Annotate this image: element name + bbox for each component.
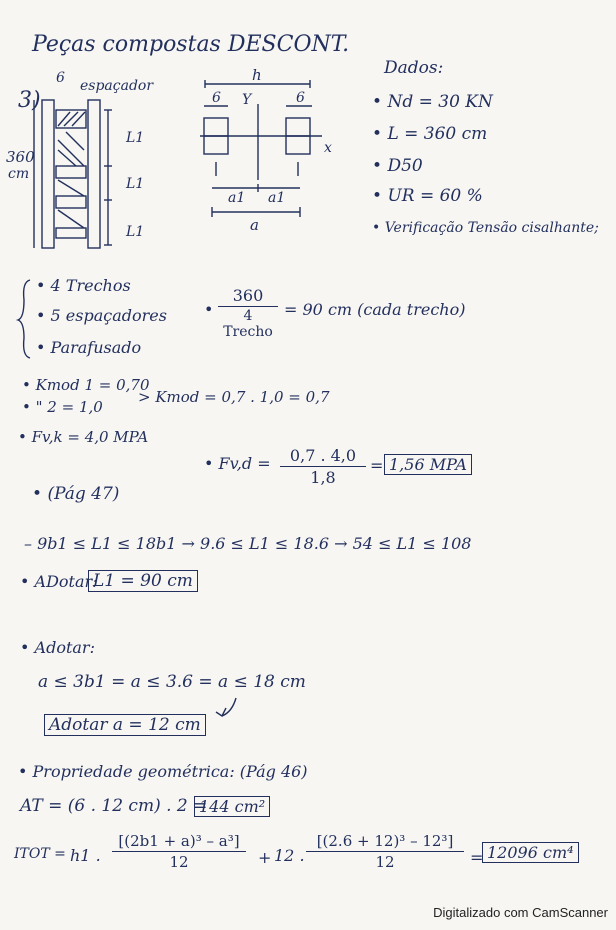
segment-label-3: L1	[126, 224, 145, 240]
adotar-a-result: Adotar a = 12 cm	[44, 714, 206, 736]
adotar-l1-label: • ADotar:	[20, 572, 98, 591]
dados-item-verificacao: • Verificação Tensão cisalhante;	[372, 220, 599, 236]
itot-term1-fraction	[112, 832, 246, 871]
height-value: 360	[6, 148, 35, 166]
itot-term1-prefix: h1 .	[70, 846, 101, 865]
trecho-denominator: 4 Trecho	[223, 308, 273, 340]
a1-right-label: a1	[268, 190, 286, 206]
h-label: h	[252, 66, 262, 84]
trecho-result: = 90 cm (cada trecho)	[284, 300, 466, 319]
at-result: 144 cm²	[194, 796, 270, 817]
column-left-bar	[42, 100, 54, 248]
kmod-line-2: • " 2 = 1,0	[22, 398, 103, 416]
fvd-numerator: 0,7 . 4,0	[280, 446, 366, 467]
itot-term1-denominator: 12	[169, 853, 189, 871]
a-label: a	[250, 216, 259, 234]
dados-item-d50: • D50	[372, 156, 423, 176]
fvd-denominator: 1,8	[310, 468, 336, 487]
prop-geom: • Propriedade geométrica: (Pág 46)	[18, 762, 308, 781]
fvd-result: 1,56 MPA	[384, 454, 472, 475]
list-item-parafusado: • Parafusado	[36, 338, 142, 357]
spacer-2	[56, 166, 86, 178]
trecho-bullet: •	[204, 300, 214, 319]
column-right-bar	[88, 100, 100, 248]
itot-label: ITOT =	[14, 846, 66, 862]
list-item-espacadores: • 5 espaçadores	[36, 306, 167, 325]
itot-plus: +	[258, 848, 272, 867]
spacer-4	[56, 228, 86, 238]
height-unit: cm	[8, 166, 30, 182]
y-axis-label: Y	[242, 92, 252, 108]
segment-label-1: L1	[126, 130, 145, 146]
fvd-equals: =	[370, 456, 384, 475]
itot-term2-numerator: [(2.6 + 12)³ – 12³]	[306, 832, 464, 852]
page-title: Peças compostas DESCONT.	[32, 32, 350, 57]
kmod-line-1: • Kmod 1 = 0,70	[22, 376, 150, 394]
b-left-label: 6	[212, 90, 221, 106]
adotar-a-heading: • Adotar:	[20, 638, 95, 657]
fvk-line: • Fv,k = 4,0 MPA	[18, 428, 149, 446]
dados-item-l: • L = 360 cm	[372, 124, 488, 144]
x-axis-label: x	[324, 140, 332, 156]
trecho-numerator: 360	[218, 286, 278, 307]
list-item-trechos: • 4 Trechos	[36, 276, 131, 295]
fvd-label: • Fv,d =	[204, 454, 271, 473]
adotar-l1-value: L1 = 90 cm	[88, 570, 198, 592]
dados-item-ur: • UR = 60 %	[372, 186, 483, 206]
dados-heading: Dados:	[384, 58, 444, 78]
itot-result: 12096 cm⁴	[482, 842, 579, 863]
itot-term2-prefix: 12 .	[274, 846, 305, 865]
spacer-hatching	[58, 112, 85, 228]
dim-b1-top: 6	[56, 70, 65, 86]
b-right-label: 6	[296, 90, 305, 106]
itot-term2-fraction	[306, 832, 464, 871]
itot-equals: =	[470, 848, 484, 867]
kmod-result: > Kmod = 0,7 . 1,0 = 0,7	[138, 388, 330, 406]
adotar-a-line: a ≤ 3b1 = a ≤ 3.6 = a ≤ 18 cm	[38, 672, 306, 692]
scanner-footer: Digitalizado com CamScanner	[433, 905, 608, 920]
list-brace	[18, 280, 30, 358]
a1-left-label: a1	[228, 190, 246, 206]
problem-number: 3)	[18, 88, 41, 113]
fvd-fraction	[280, 446, 366, 487]
itot-term1-numerator: [(2b1 + a)³ – a³]	[112, 832, 246, 852]
espacador-label: espaçador	[80, 78, 154, 94]
pag-47: • (Pág 47)	[32, 484, 120, 504]
segment-label-2: L1	[126, 176, 145, 192]
itot-term2-denominator: 12	[375, 853, 395, 871]
spacer-3	[56, 196, 86, 208]
at-expr: AT = (6 . 12 cm) . 2 =	[20, 796, 208, 816]
ineq-line: – 9b1 ≤ L1 ≤ 18b1 → 9.6 ≤ L1 ≤ 18.6 → 54 ≤ L1 ≤ 108	[24, 534, 472, 553]
dados-item-nd: • Nd = 30 KN	[372, 92, 493, 112]
trecho-fraction	[218, 286, 278, 340]
